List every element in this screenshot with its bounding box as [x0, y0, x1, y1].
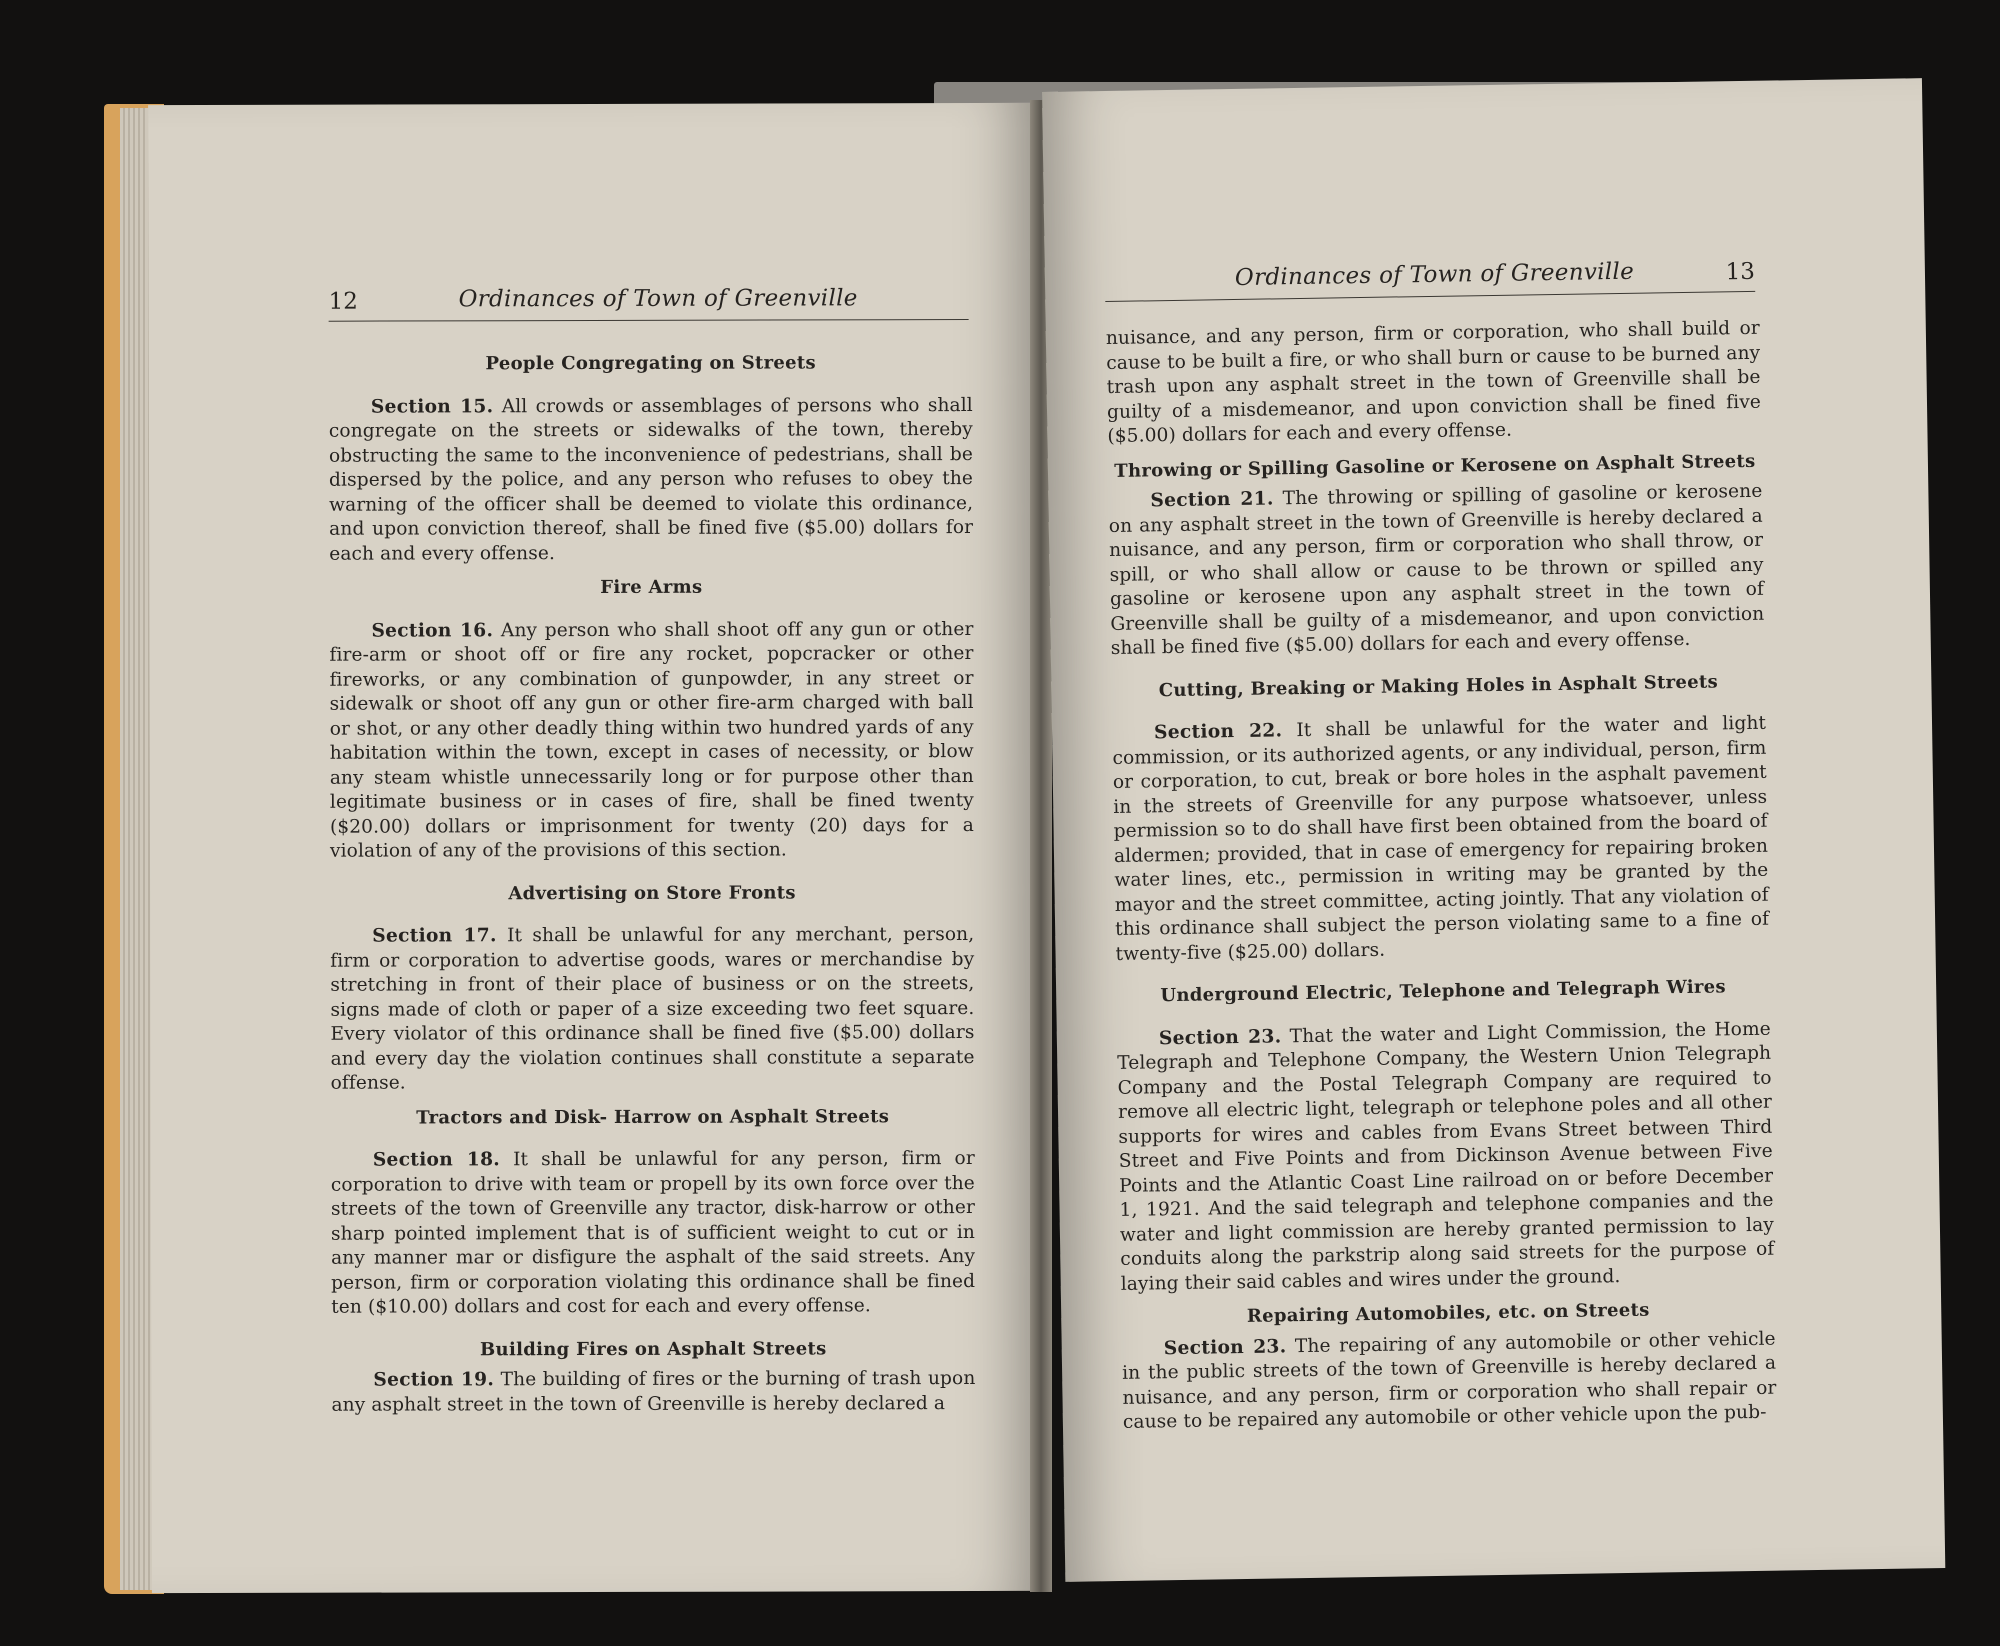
section-heading: Building Fires on Asphalt Streets [480, 1337, 827, 1360]
section-paragraph [330, 923, 974, 1096]
section-text: It shall be unlawful for any person, firm or corporation to drive with team or propell by its own force over the streets of the town of Greenville any tractor, disk-harrow or other sharp pointed implement that is of sufficient weight to cut or in any manner mar or disfigure the asphalt of the said streets. Any person, firm or corporation violating this ordinance shall be fined ten ($10.00) dollars and cost for each and every offense. [330, 1148, 976, 1318]
section-label: Section 22. [1153, 720, 1283, 744]
section-label: Section 16. [371, 619, 494, 642]
section-heading: Throwing or Spilling Gasoline or Kerosene on Asphalt Streets [1114, 450, 1756, 482]
section-heading: Fire Arms [600, 576, 703, 598]
left-page-body [329, 341, 976, 1424]
right-page-body [1106, 317, 1777, 1442]
section-text: Any person who shall shoot off any gun or other fire-arm or shoot off or fire any rocket, popcracker or other fireworks, or any combination of gunpowder, in any street or sidewalk or shoot off any gun or other fire-arm charged with ball or shot, or any other deadly thing within two hundred yards of any habitation within the town, except in cases of necessity, or blow any steam whistle unnecessarily long or for purpose other than legitimate business or in cases of fire, shall be fined twenty ($20.00) dollars or imprisonment for twenty (20) days for a violation of any of the provisions of this section. [329, 618, 974, 862]
section-text: That the water and Light Commission, the Home Telegraph and Telephone Company, the Western Union Telegraph Company and the Postal Telegraph Company are required to remove all electric light, telegraph or telephone poles and all other supports for wires and cables from Evans Street between Third Street and Five Points and from Dickinson Avenue between Five Points and the Atlantic Coast Line railroad on or before December 1, 1921. And the said telegraph and telephone companies and the water and light commission are hereby granted permission to lay conduits along the parkstrip along said streets for the purpose of laying their said cables and wires under the ground. [1117, 1018, 1775, 1295]
left-page-header [329, 279, 969, 322]
section-heading: Repairing Automobiles, etc. on Streets [1246, 1299, 1650, 1327]
section-label: Section 21. [1150, 488, 1274, 512]
running-title: Ordinances of Town of Greenville [1234, 258, 1635, 291]
section-label: Section 18. [372, 1149, 501, 1171]
right-page-header [1105, 251, 1756, 302]
section-label: Section 17. [372, 925, 497, 947]
page-number: 12 [328, 288, 358, 315]
section-paragraph [331, 1147, 975, 1320]
section-heading: People Congregating on Streets [485, 352, 816, 375]
section-label: Section 15. [370, 395, 494, 418]
section-heading: Cutting, Breaking or Making Holes in Asphalt Streets [1158, 670, 1719, 701]
section-paragraph [331, 1367, 975, 1418]
section-text: All crowds or assemblages of persons who shall congregate on the streets or sidewalks of the town, thereby obstructing the same to the inconvenience of pedestrians, shall be dispersed by the police, and any person who refuses to obey the warning of the officer shall be deemed to violate this ordinance, and upon conviction thereof, shall be fined five ($5.00) dollars for each and every offense. [328, 394, 974, 565]
section-heading: Underground Electric, Telephone and Telegraph Wires [1160, 976, 1727, 1007]
section-paragraph [329, 394, 973, 567]
section-text: The repairing of any automobile or other vehicle in the public streets of the town of Greenville is hereby declared a nuisance, and any person, firm or corporation who shall repair or cause to be repaired any automobile or other vehicle upon the pub- [1121, 1328, 1777, 1433]
section-text: The throwing or spilling of gasoline or kerosene on any asphalt street in the town of Greenville is hereby declared a nuisance, and any person, firm or corporation who shall throw, or spill, or who shall allow or cause to be thrown or spilled any gasoline or kerosene upon any asphalt street in the town of Greenville shall be guilty of a misdemeanor, and upon conviction shall be fined five ($5.00) dollars for each and every offense. [1108, 480, 1765, 659]
continuation-paragraph: nuisance, and any person, firm or corporation, who shall build or cause to be built a fire, or who shall burn or cause to be burned any trash upon any asphalt street in the town of Greenville shall be guilty of a misdemeanor, and upon conviction shall be fined five ($5.00) dollars for each and every offense. [1105, 317, 1762, 448]
section-text: It shall be unlawful for the water and light commission, or its authorized agents, or any individual, person, firm or corporation, to cut, break or bore holes in the asphalt pavement in the streets of Greenville for any purpose whatsoever, unless permission so to do shall have first been obtained from the board of aldermen; provided, that in case of emergency for repairing broken water lines, etc., permission in writing may be granted by the mayor and the street committee, acting jointly. That any violation of this ordinance shall subject the person violating same to a fine of twenty-five ($25.00) dollars. [1112, 712, 1770, 965]
left-page [148, 103, 1042, 1593]
section-label: Section 19. [373, 1369, 495, 1391]
running-title: Ordinances of Town of Greenville [458, 285, 858, 313]
section-paragraph [329, 618, 974, 865]
section-paragraph [1108, 480, 1765, 662]
right-page [1042, 78, 1945, 1582]
section-text: The building of fires or the burning of trash upon any asphalt street in the town of Greenville is hereby declared a [331, 1368, 976, 1416]
section-label: Section 23. [1163, 1335, 1287, 1359]
page-number: 13 [1725, 258, 1756, 286]
section-label: Section 23. [1158, 1025, 1282, 1049]
section-paragraph [1122, 1327, 1777, 1435]
section-text: It shall be unlawful for any merchant, person, firm or corporation to advertise goods, wares or merchandise by stretching in front of their place of business or on the streets, signs made of cloth or paper of a size exceeding two feet square. Every violator of this ordinance shall be fined five ($5.00) dollars and every day the violation continues shall constitute a separate offense. [330, 924, 975, 1094]
section-paragraph [1112, 712, 1770, 967]
section-heading: Tractors and Disk- Harrow on Asphalt Streets [416, 1105, 890, 1128]
section-paragraph [1117, 1017, 1775, 1297]
section-heading: Advertising on Store Fronts [508, 881, 796, 904]
